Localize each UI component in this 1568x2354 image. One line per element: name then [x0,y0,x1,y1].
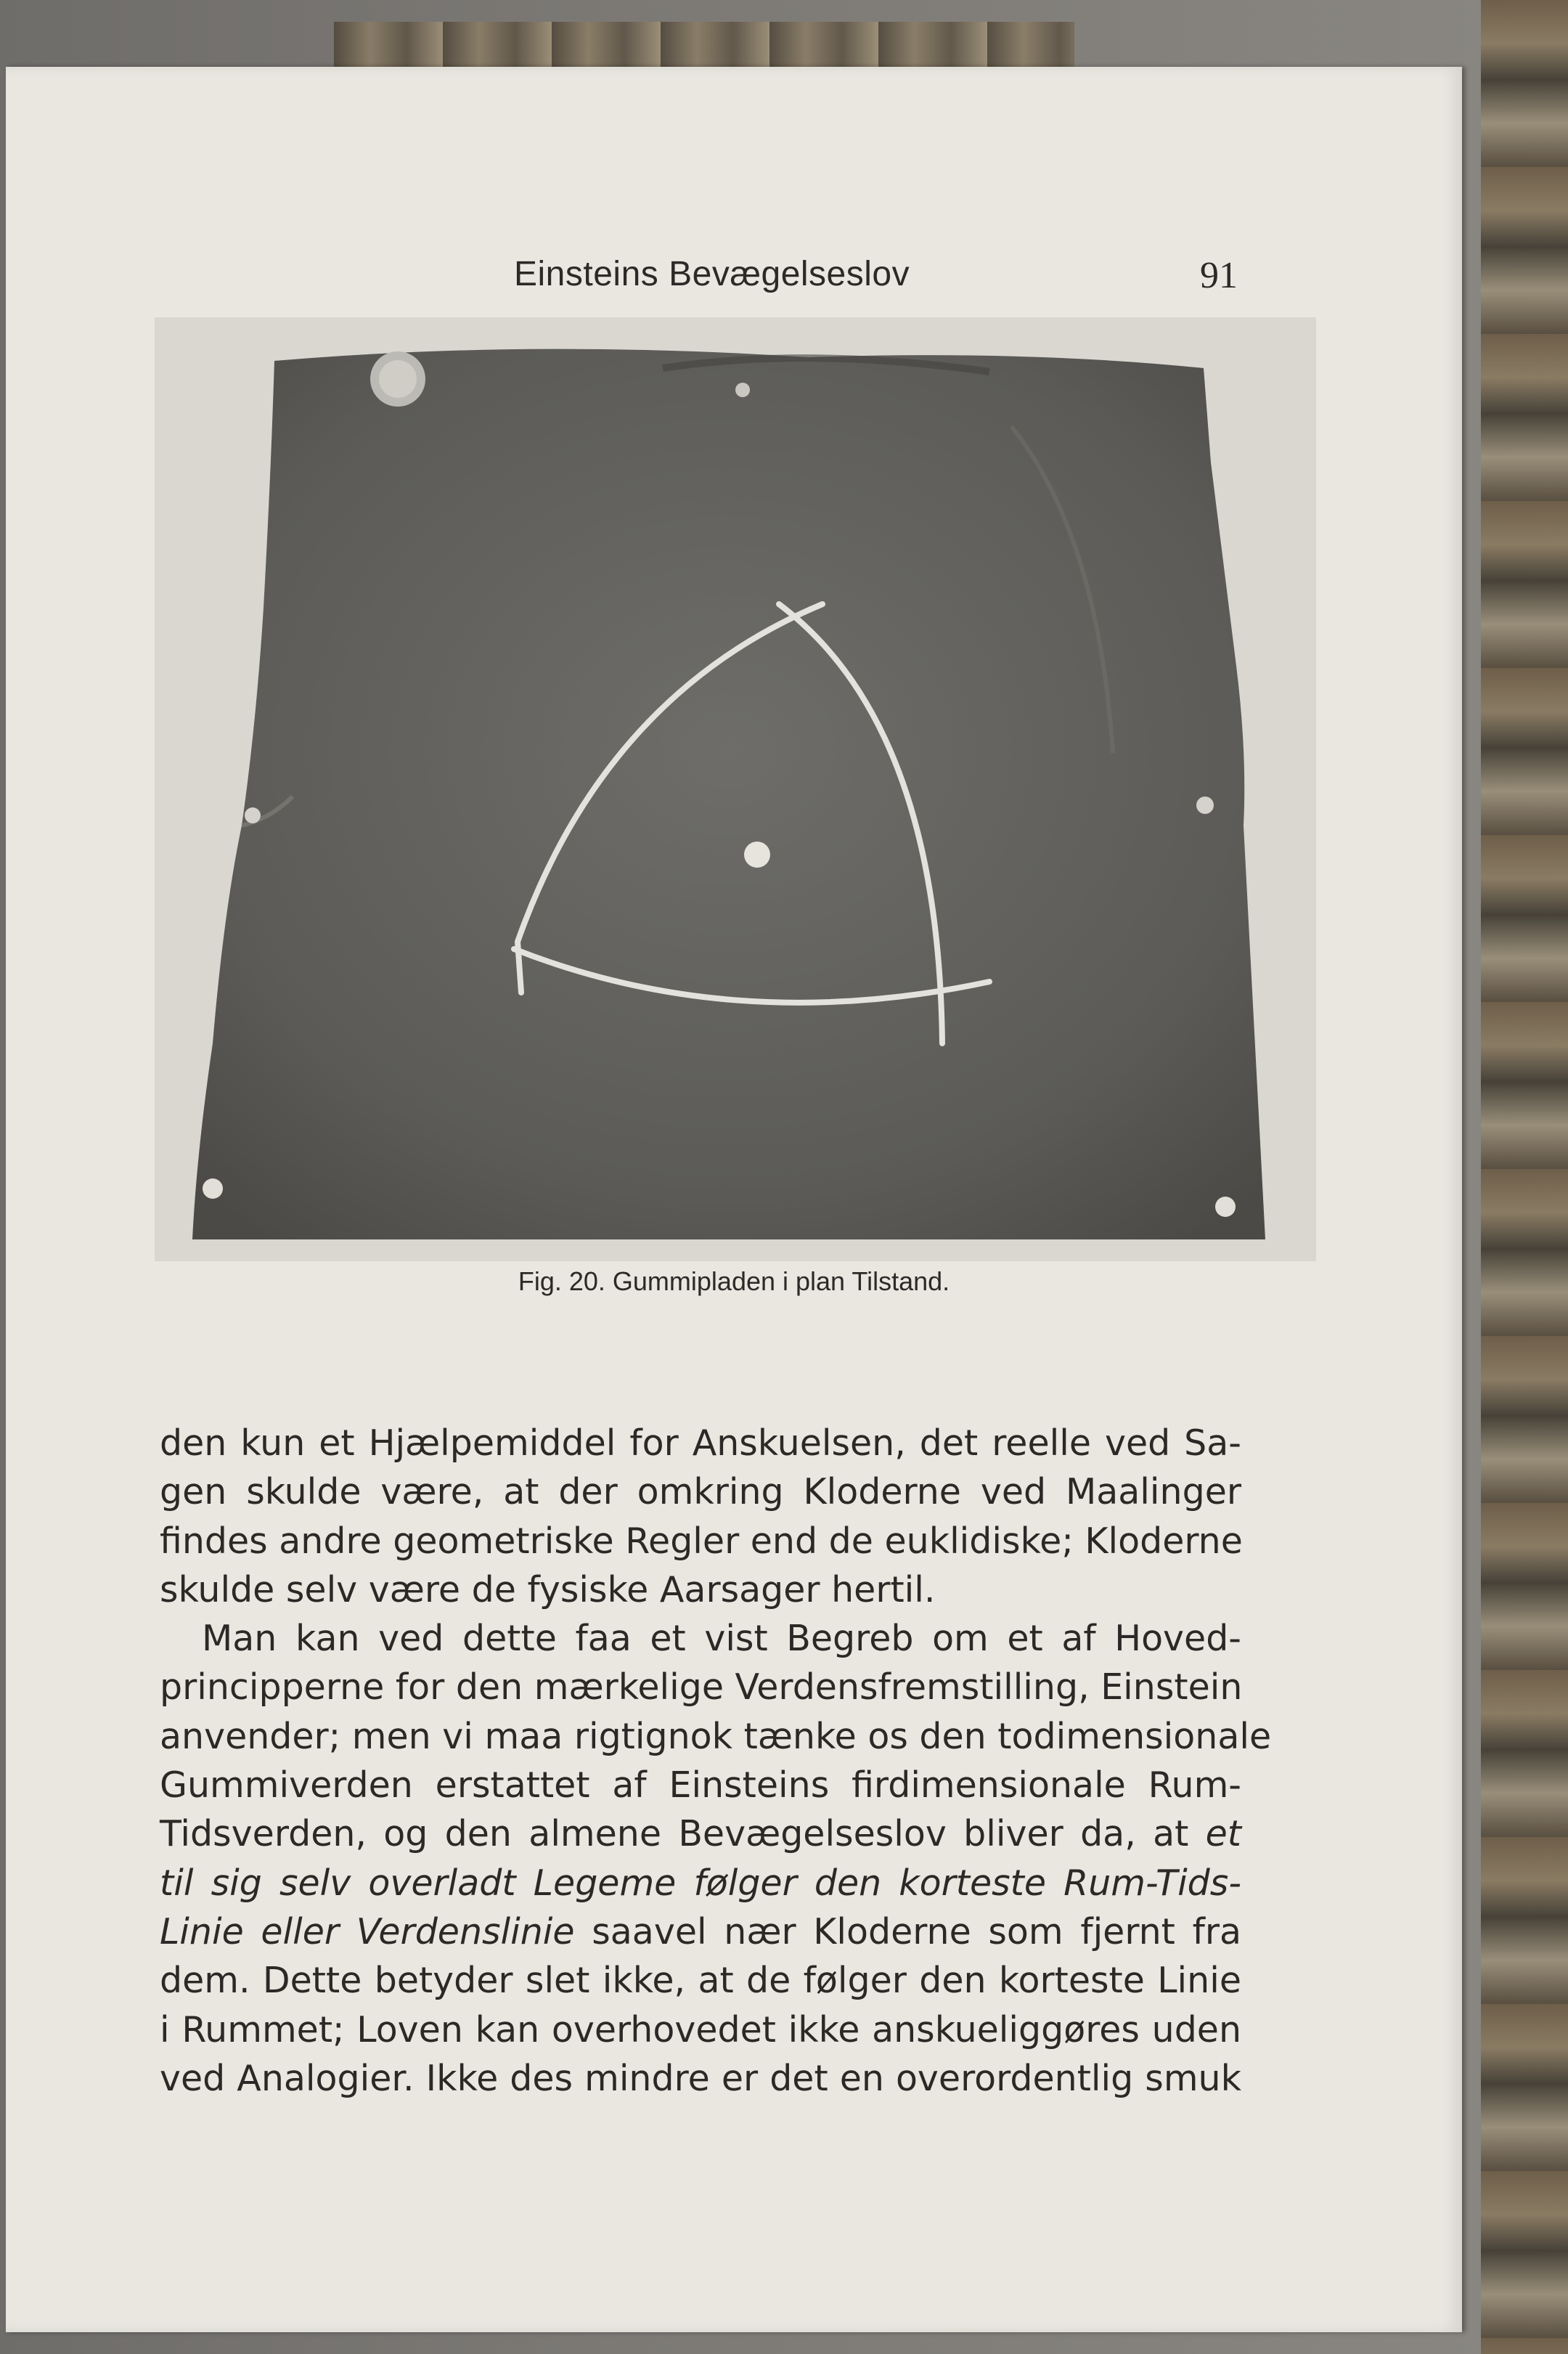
text-line: dem. Dette betyder slet ikke, at de følger den korteste Linie [160,1960,1241,2002]
running-head [6,254,1462,327]
italic-run: Linie eller Verdenslinie [160,1910,575,1952]
text-line: gen skulde være, at der omkring Kloderne ved Maalinger [160,1471,1241,1513]
page-number: 91 [1200,255,1238,296]
rubber-sheet-photo [155,317,1316,1261]
book-page [6,67,1462,2332]
text-line: anvender; men vi maa rigtignok tænke os den todimensionale [160,1715,1272,1757]
text-line: principperne for den mærkelige Verdensfremstilling, Einstein [160,1666,1243,1709]
text-run: Tidsverden, og den almene Bevægelseslov bliver da, at [160,1813,1206,1855]
running-title: Einsteins Bevægelseslov [514,255,910,293]
text-line: ved Analogier. Ikke des mindre er det en overordentlig smuk [160,2057,1241,2099]
italic-line: til sig selv overladt Legeme følger den korteste Rum-Tids- [160,1862,1241,1904]
center-dot [744,842,770,868]
text-line: Gummiverden erstattet af Einsteins firdimensionale Rum- [160,1764,1241,1807]
pin [1215,1197,1236,1217]
text-line [160,1907,1241,1956]
figure-photo [155,317,1316,1261]
text-line: findes andre geometriske Regler end de euklidiske; Kloderne [160,1520,1243,1562]
marbled-cover-edge [1481,0,1568,2354]
pin [245,807,261,823]
text-line: Man kan ved dette faa et vist Begreb om et af Hoved- [202,1618,1241,1660]
italic-run: et [1205,1813,1241,1855]
pin [1196,797,1214,814]
rubber-sheet [192,349,1265,1239]
text-line [160,1809,1241,1858]
body-text [160,1419,1272,2103]
marbled-cover-top [334,22,1074,73]
pin [203,1178,223,1199]
text-line: den kun et Hjælpemiddel for Anskuelsen, det reelle ved Sa- [160,1422,1241,1464]
text-run: saavel nær Kloderne som fjernt fra [574,1910,1241,1952]
text-line: skulde selv være de fysiske Aarsager hertil. [160,1568,936,1610]
pin [735,383,750,397]
text-line: i Rummet; Loven kan overhovedet ikke anskueliggøres uden [160,2008,1241,2050]
figure-caption: Fig. 20. Gummipladen i plan Tilstand. [518,1266,950,1296]
